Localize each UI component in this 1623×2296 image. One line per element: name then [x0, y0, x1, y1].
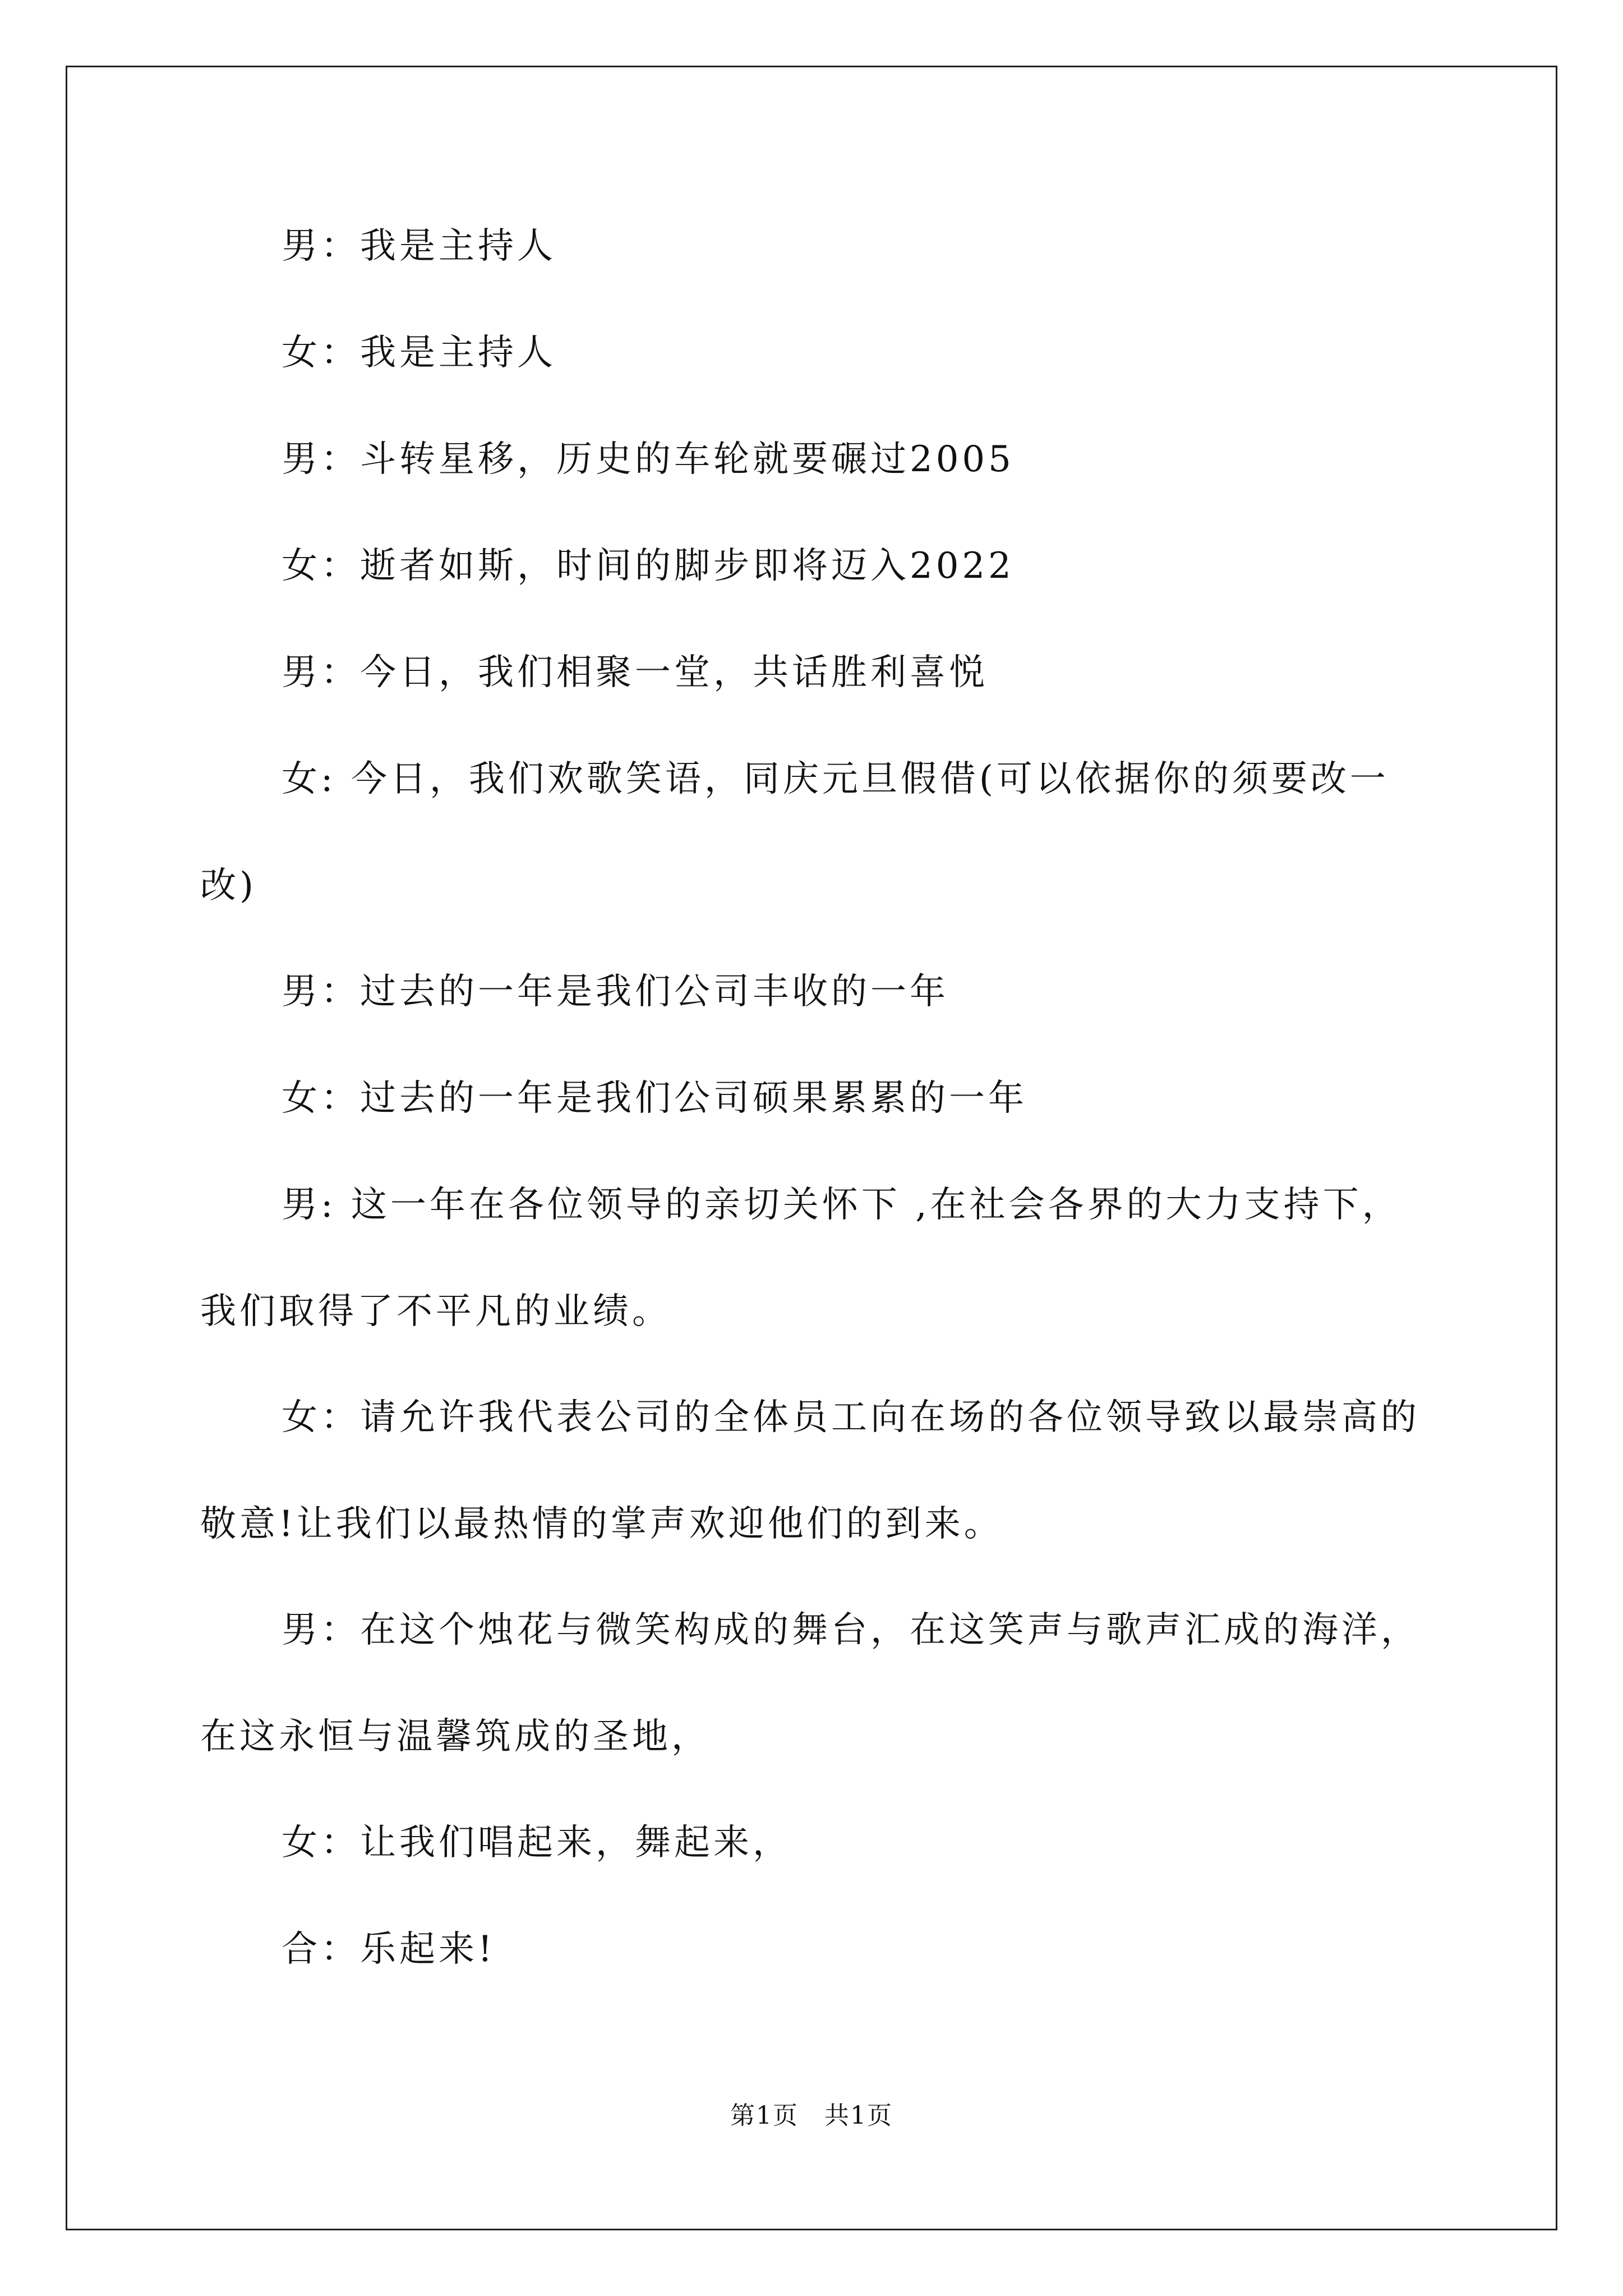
paragraph: 女：请允许我代表公司的全体员工向在场的各位领导致以最崇高的敬意!让我们以最热情的掌声欢迎他们的到来。	[200, 1397, 1420, 1545]
paragraph: 女：逝者如斯，时间的脚步即将迈入2022	[282, 545, 1015, 587]
paragraph: 合：乐起来!	[282, 1929, 496, 1970]
paragraph: 女: 今日，我们欢歌笑语，同庆元旦假借(可以依据你的须要改一改)	[200, 758, 1389, 907]
page-number-footer: 第1页 共1页	[730, 2101, 893, 2130]
paragraph: 男：在这个烛花与微笑构成的舞台，在这笑声与歌声汇成的海洋，在这永恒与温馨筑成的圣地，	[200, 1609, 1420, 1757]
paragraph: 男：今日，我们相聚一堂，共话胜利喜悦	[282, 652, 988, 693]
paragraph: 女：过去的一年是我们公司硕果累累的一年	[282, 1078, 1027, 1119]
paragraph: 男：我是主持人	[282, 226, 556, 267]
paragraph: 女：让我们唱起来，舞起来，	[282, 1822, 792, 1864]
paragraph: 女：我是主持人	[282, 332, 556, 374]
paragraph: 男：过去的一年是我们公司丰收的一年	[282, 971, 949, 1013]
paragraph: 男: 这一年在各位领导的亲切关怀下 ,在社会各界的大力支持下，我们取得了不平凡的业绩。	[200, 1184, 1401, 1332]
paragraph: 男：斗转星移，历史的车轮就要碾过2005	[282, 439, 1015, 480]
document-body	[200, 220, 1434, 2030]
